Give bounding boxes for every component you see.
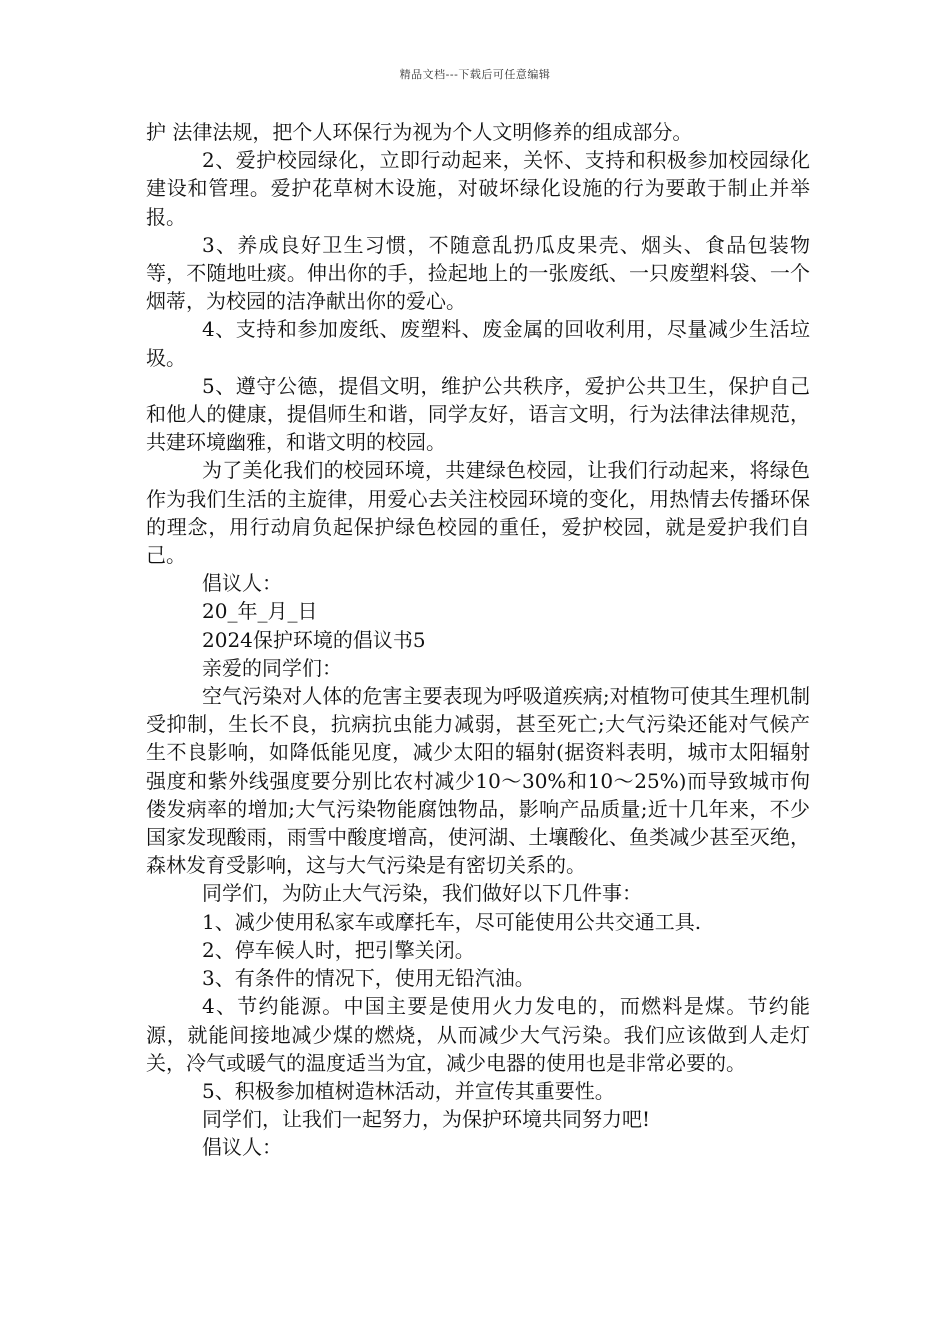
list-item: 1、减少使用私家车或摩托车，尽可能使用公共交通工具. xyxy=(202,909,702,934)
section-title: 2024保护环境的倡议书5 xyxy=(202,627,426,652)
date-line: 20_年_月_日 xyxy=(202,599,318,624)
paragraph: 4、支持和参加废纸、废塑料、废金属的回收利用，尽量减少生活垃圾。 xyxy=(146,317,810,370)
paragraph: 同学们，为防止大气污染，我们做好以下几件事： xyxy=(202,881,642,906)
list-item: 4、节约能源。中国主要是使用火力发电的，而燃料是煤。节约能源，就能间接地减少煤的燃烧，从而减少大气污染。我们应该做到人走灯关，冷气或暖气的温度适当为宜，减少电器的使用也是非常必要的。 xyxy=(146,994,810,1075)
signature-label: 倡议人： xyxy=(202,571,282,596)
list-item: 2、停车候人时，把引擎关闭。 xyxy=(202,937,475,962)
page-header: 精品文档---下载后可任意编辑 xyxy=(399,68,551,81)
signature-label: 倡议人： xyxy=(202,1135,282,1160)
paragraph: 为了美化我们的校园环境，共建绿色校园，让我们行动起来，将绿色作为我们生活的主旋律，用爱心去关注校园环境的变化，用热情去传播环保的理念，用行动肩负起保护绿色校园的重任，爱护校园，就是爱护我们自己。 xyxy=(146,458,810,568)
paragraph: 3、养成良好卫生习惯，不随意乱扔瓜皮果壳、烟头、食品包装物等，不随地吐痰。伸出你的手，捡起地上的一张废纸、一只废塑料袋、一个烟蒂，为校园的洁净献出你的爱心。 xyxy=(146,232,810,314)
salutation: 亲爱的同学们： xyxy=(202,655,342,680)
list-item: 3、有条件的情况下，使用无铅汽油。 xyxy=(202,966,535,991)
list-item: 5、积极参加植树造林活动，并宣传其重要性。 xyxy=(202,1078,615,1103)
document-body xyxy=(146,118,810,1162)
paragraph: 空气污染对人体的危害主要表现为呼吸道疾病;对植物可使其生理机制受抑制，生长不良，抗病抗虫能力减弱，甚至死亡;大气污染还能对气候产生不良影响，如降低能见度，减少太阳的辐射(据资料表明，城市太阳辐射强度和紫外线强度要分别比农村减少10～30%和10～25%)而导致城市佝偻发病率的增加;大气污染物能腐蚀物品，影响产品质量;近十几年来，不少国家发现酸雨，雨雪中酸度增高，使河湖、土壤酸化、鱼类减少甚至灭绝，森林发育受影响，这与大气污染是有密切关系的。 xyxy=(146,684,810,878)
paragraph: 2、爱护校园绿化，立即行动起来，关怀、支持和积极参加校园绿化建设和管理。爱护花草树木设施，对破坏绿化设施的行为要敢于制止并举报。 xyxy=(146,148,810,229)
paragraph: 5、遵守公德，提倡文明，维护公共秩序，爱护公共卫生，保护自己和他人的健康，提倡师生和谐，同学友好，语言文明，行为法律法律规范，共建环境幽雅，和谐文明的校园。 xyxy=(146,373,810,455)
paragraph: 同学们，让我们一起努力，为保护环境共同努力吧! xyxy=(202,1107,651,1132)
paragraph: 护 法律法规，把个人环保行为视为个人文明修养的组成部分。 xyxy=(146,120,693,144)
